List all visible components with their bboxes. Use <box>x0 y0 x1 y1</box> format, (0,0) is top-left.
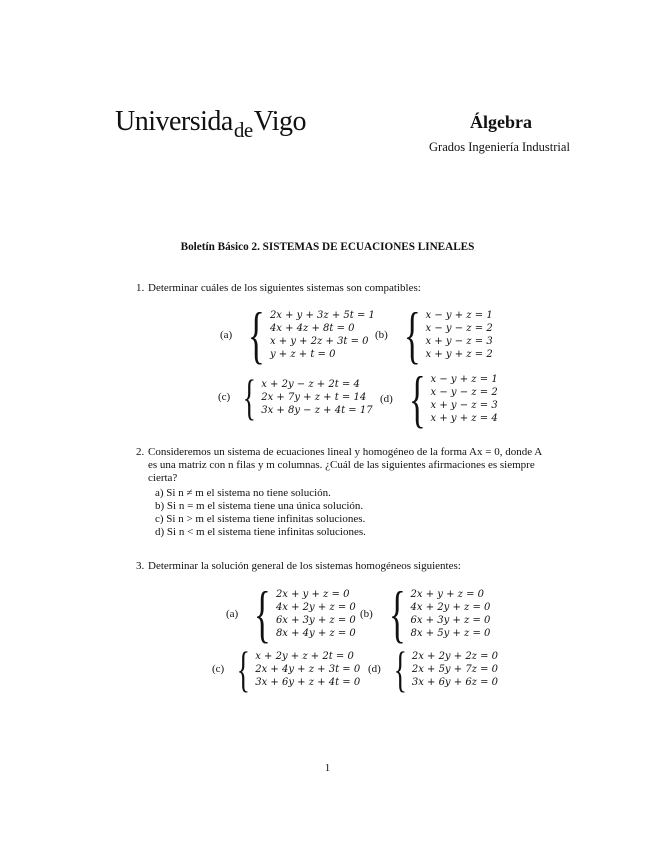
exercise-2 <box>136 446 551 539</box>
degree-name: Grados Ingeniería Industrial <box>429 140 570 154</box>
option-list <box>155 487 551 539</box>
equation: 2x + 5y + 7z = 0 <box>411 663 499 675</box>
equation: x + y − z = 3 <box>430 400 498 411</box>
left-brace: { <box>237 641 251 697</box>
bulletin-title: Boletín Básico 2. SISTEMAS DE ECUACIONES LINEALES <box>180 241 475 253</box>
page-number: 1 <box>324 762 331 774</box>
system-1b <box>375 299 493 370</box>
equation: 2x + y + z = 0 <box>275 589 350 600</box>
left-brace: { <box>408 363 426 434</box>
equation: 4x + 2y + z = 0 <box>410 602 491 613</box>
left-brace: { <box>243 369 257 425</box>
exercise-number: 3. <box>136 560 145 572</box>
left-brace: { <box>248 299 265 370</box>
system-3b <box>360 578 491 649</box>
equation: x + 2y + z + 2t = 0 <box>255 650 354 662</box>
equation: 3x + 6y + 6z = 0 <box>411 676 499 688</box>
system-3d <box>368 641 499 697</box>
option-item: a) Si n ≠ m el sistema no tiene solución. <box>155 487 331 499</box>
left-brace: { <box>388 578 406 649</box>
equation: 4x + 4z + 8t = 0 <box>269 323 355 334</box>
equation: x + y + z = 4 <box>430 413 498 424</box>
system-1c <box>218 369 373 425</box>
equation: y + z + t = 0 <box>269 349 336 360</box>
option-item: b) Si n = m el sistema tiene una única solución. <box>155 500 364 512</box>
option-item: c) Si n > m el sistema tiene infinitas soluciones. <box>155 513 366 525</box>
equation: 6x + 3y + z = 0 <box>275 615 356 626</box>
left-brace: { <box>254 578 271 649</box>
system-label: (d) <box>368 663 381 675</box>
equation: 4x + 2y + z = 0 <box>275 602 356 613</box>
equations <box>261 378 372 417</box>
exercise-1 <box>136 282 551 295</box>
logo-text-vigo: Vigo <box>253 106 307 137</box>
left-brace: { <box>393 641 407 697</box>
system-3c <box>212 641 361 697</box>
equation: x − y − z = 2 <box>430 387 498 398</box>
exercise-statement: Consideremos un sistema de ecuaciones lineal y homogéneo de la forma Ax = 0, donde A es una matriz con n filas y m columnas. ¿Cuál de las siguientes afirmaciones es siempre cierta? <box>148 446 542 484</box>
exercise-statement: Determinar cuáles de los siguientes sistemas son compatibles: <box>148 282 421 294</box>
equation: 3x + 6y + z + 4t = 0 <box>255 676 361 688</box>
equation: 8x + 5y + z = 0 <box>410 628 491 639</box>
system-3a <box>226 578 356 649</box>
equation: x − y + z = 1 <box>430 374 498 385</box>
system-label: (c) <box>212 663 225 675</box>
equations <box>276 588 356 640</box>
option-item: d) Si n < m el sistema tiene infinitas soluciones. <box>155 526 366 538</box>
exercise-number: 1. <box>136 282 145 294</box>
equation: 6x + 3y + z = 0 <box>410 615 491 626</box>
equation: x − y + z = 1 <box>425 310 493 321</box>
equation: x + y + 2z + 3t = 0 <box>269 336 369 347</box>
exercise-statement: Determinar la solución general de los sistemas homogéneos siguientes: <box>148 560 461 572</box>
course-title: Álgebra <box>470 112 532 132</box>
equation: 2x + 2y + 2z = 0 <box>411 650 499 662</box>
exercise-number: 2. <box>136 446 145 458</box>
equation: 3x + 8y − z + 4t = 17 <box>261 404 373 416</box>
equations <box>411 588 491 640</box>
equation: 2x + 4y + z + 3t = 0 <box>255 663 361 675</box>
system-label: (d) <box>380 393 393 405</box>
equation: x + 2y − z + 2t = 4 <box>261 378 360 390</box>
equations <box>412 650 498 689</box>
equations <box>255 650 360 689</box>
equations <box>431 373 498 425</box>
system-label: (b) <box>360 608 373 620</box>
system-1d <box>380 363 498 434</box>
system-1a <box>220 299 375 370</box>
university-logo <box>115 106 307 142</box>
system-label: (b) <box>375 329 388 341</box>
equation: x + y + z = 2 <box>425 349 493 360</box>
equation: 2x + 7y + z + t = 14 <box>261 391 367 403</box>
system-label: (a) <box>220 329 233 341</box>
equation: x − y − z = 2 <box>425 323 493 334</box>
equations <box>426 309 493 361</box>
equations <box>270 309 375 361</box>
left-brace: { <box>403 299 421 370</box>
system-label: (a) <box>226 608 239 620</box>
logo-text-universida: Universida <box>115 106 233 137</box>
system-label: (c) <box>218 391 231 403</box>
equation: 2x + y + z = 0 <box>410 589 485 600</box>
equation: x + y − z = 3 <box>425 336 493 347</box>
logo-text-de: de <box>233 118 253 142</box>
equation: 8x + 4y + z = 0 <box>275 628 356 639</box>
exercise-3 <box>136 560 551 573</box>
equation: 2x + y + 3z + 5t = 1 <box>269 310 375 321</box>
